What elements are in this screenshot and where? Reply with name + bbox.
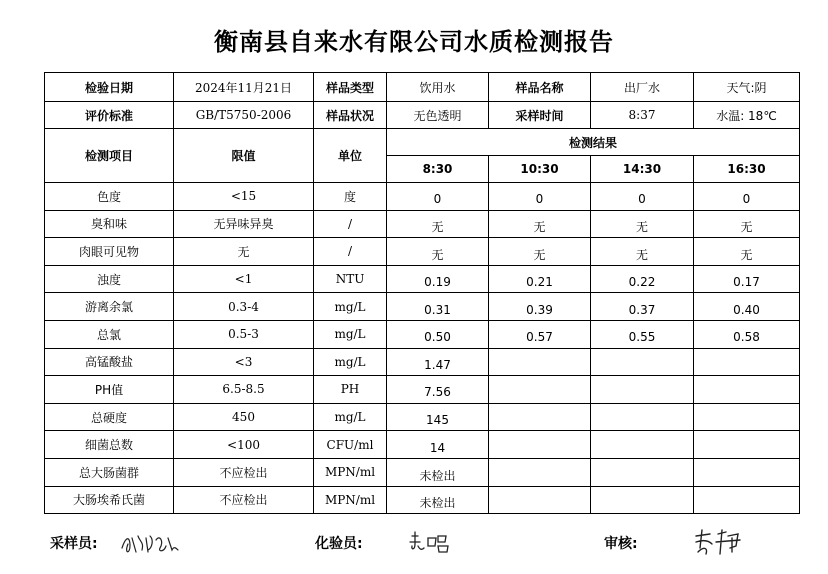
result-cell: 0.50 [387, 320, 489, 348]
table-row [45, 431, 800, 459]
reviewer-label: 审核: [604, 536, 638, 552]
table-row [45, 238, 800, 266]
date-label: 检验日期 [45, 73, 174, 102]
unit-cell: MPN/ml [314, 458, 387, 486]
sample-state-label: 样品状况 [314, 102, 387, 129]
result-cell: 无 [694, 210, 800, 238]
result-cell: 0.58 [694, 320, 800, 348]
unit-cell: MPN/ml [314, 486, 387, 514]
unit-cell: mg/L [314, 403, 387, 431]
date-value: 2024年11月21日 [174, 73, 314, 102]
unit-cell: mg/L [314, 320, 387, 348]
item-cell: PH值 [45, 376, 174, 404]
unit-cell: mg/L [314, 348, 387, 376]
header-limit: 限值 [174, 129, 314, 183]
unit-cell: 度 [314, 183, 387, 211]
report-title: 衡南县自来水有限公司水质检测报告 [214, 28, 614, 56]
result-cell: 未检出 [387, 486, 489, 514]
item-cell: 大肠埃希氏菌 [45, 486, 174, 514]
result-cell: 0.31 [387, 293, 489, 321]
item-cell: 色度 [45, 183, 174, 211]
sample-name-value: 出厂水 [591, 73, 694, 102]
item-cell: 总大肠菌群 [45, 458, 174, 486]
result-cell: 未检出 [387, 458, 489, 486]
result-cell: 0.19 [387, 265, 489, 293]
result-cell [694, 348, 800, 376]
unit-cell: mg/L [314, 293, 387, 321]
result-cell: 无 [489, 210, 591, 238]
limit-cell: 450 [174, 403, 314, 431]
unit-cell: NTU [314, 265, 387, 293]
result-cell: 无 [489, 238, 591, 266]
result-cell: 无 [694, 238, 800, 266]
table-row [45, 458, 800, 486]
result-cell: 0 [694, 183, 800, 211]
standard-label: 评价标准 [45, 102, 174, 129]
result-cell [489, 348, 591, 376]
header-results: 检测结果 [387, 129, 800, 156]
table-row [45, 293, 800, 321]
unit-cell: / [314, 210, 387, 238]
result-cell [694, 431, 800, 459]
result-cell [591, 403, 694, 431]
tester-signature [408, 528, 456, 556]
limit-cell: 6.5-8.5 [174, 376, 314, 404]
result-cell [489, 431, 591, 459]
sampler-signature [118, 528, 182, 558]
header-time: 8:30 [387, 156, 489, 183]
weather: 天气:阴 [694, 73, 800, 102]
result-cell [591, 458, 694, 486]
table-row [45, 403, 800, 431]
item-cell: 总硬度 [45, 403, 174, 431]
limit-cell: <15 [174, 183, 314, 211]
limit-cell: <1 [174, 265, 314, 293]
result-cell [591, 348, 694, 376]
result-cell: 0.22 [591, 265, 694, 293]
reviewer-signature [692, 526, 746, 558]
item-cell: 总氯 [45, 320, 174, 348]
result-cell: 0 [591, 183, 694, 211]
table-row [45, 348, 800, 376]
sample-type-value: 饮用水 [387, 73, 489, 102]
header-unit: 单位 [314, 129, 387, 183]
result-cell: 1.47 [387, 348, 489, 376]
result-cell: 0.17 [694, 265, 800, 293]
limit-cell: 不应检出 [174, 458, 314, 486]
header-row-1 [45, 129, 800, 156]
info-row-1 [45, 73, 800, 102]
limit-cell: 0.3-4 [174, 293, 314, 321]
data-rows [45, 183, 800, 514]
result-cell: 无 [591, 238, 694, 266]
table-row [45, 486, 800, 514]
item-cell: 细菌总数 [45, 431, 174, 459]
result-cell: 145 [387, 403, 489, 431]
table-row [45, 320, 800, 348]
limit-cell: 无 [174, 238, 314, 266]
result-cell [591, 486, 694, 514]
unit-cell: CFU/ml [314, 431, 387, 459]
result-cell [489, 458, 591, 486]
tester-label: 化验员: [315, 536, 363, 552]
info-row-2 [45, 102, 800, 129]
result-cell: 0.37 [591, 293, 694, 321]
result-cell [694, 486, 800, 514]
result-cell: 0.21 [489, 265, 591, 293]
table-row [45, 183, 800, 211]
item-cell: 浊度 [45, 265, 174, 293]
item-cell: 肉眼可见物 [45, 238, 174, 266]
table-row [45, 265, 800, 293]
result-cell [489, 376, 591, 404]
limit-cell: <100 [174, 431, 314, 459]
table-row [45, 376, 800, 404]
result-cell [591, 431, 694, 459]
table-row [45, 210, 800, 238]
result-cell: 无 [387, 210, 489, 238]
unit-cell: / [314, 238, 387, 266]
header-time: 10:30 [489, 156, 591, 183]
result-cell: 0 [387, 183, 489, 211]
item-cell: 臭和味 [45, 210, 174, 238]
limit-cell: <3 [174, 348, 314, 376]
header-item: 检测项目 [45, 129, 174, 183]
report-table [44, 72, 800, 514]
sample-name-label: 样品名称 [489, 73, 591, 102]
result-cell [694, 403, 800, 431]
standard-value: GB/T5750-2006 [174, 102, 314, 129]
result-cell: 0.40 [694, 293, 800, 321]
result-cell [591, 376, 694, 404]
result-cell: 0.39 [489, 293, 591, 321]
result-cell [694, 376, 800, 404]
result-cell: 0.55 [591, 320, 694, 348]
limit-cell: 无异味异臭 [174, 210, 314, 238]
sample-state-value: 无色透明 [387, 102, 489, 129]
sampling-time-value: 8:37 [591, 102, 694, 129]
result-cell: 14 [387, 431, 489, 459]
result-cell: 0 [489, 183, 591, 211]
sampler-label: 采样员: [50, 536, 98, 552]
header-time: 16:30 [694, 156, 800, 183]
water-temp: 水温: 18℃ [694, 102, 800, 129]
result-cell [489, 403, 591, 431]
limit-cell: 不应检出 [174, 486, 314, 514]
unit-cell: PH [314, 376, 387, 404]
item-cell: 游离余氯 [45, 293, 174, 321]
result-cell [694, 458, 800, 486]
result-cell [489, 486, 591, 514]
result-cell: 7.56 [387, 376, 489, 404]
result-cell: 无 [387, 238, 489, 266]
limit-cell: 0.5-3 [174, 320, 314, 348]
sampling-time-label: 采样时间 [489, 102, 591, 129]
header-time: 14:30 [591, 156, 694, 183]
result-cell: 0.57 [489, 320, 591, 348]
sample-type-label: 样品类型 [314, 73, 387, 102]
result-cell: 无 [591, 210, 694, 238]
item-cell: 高锰酸盐 [45, 348, 174, 376]
